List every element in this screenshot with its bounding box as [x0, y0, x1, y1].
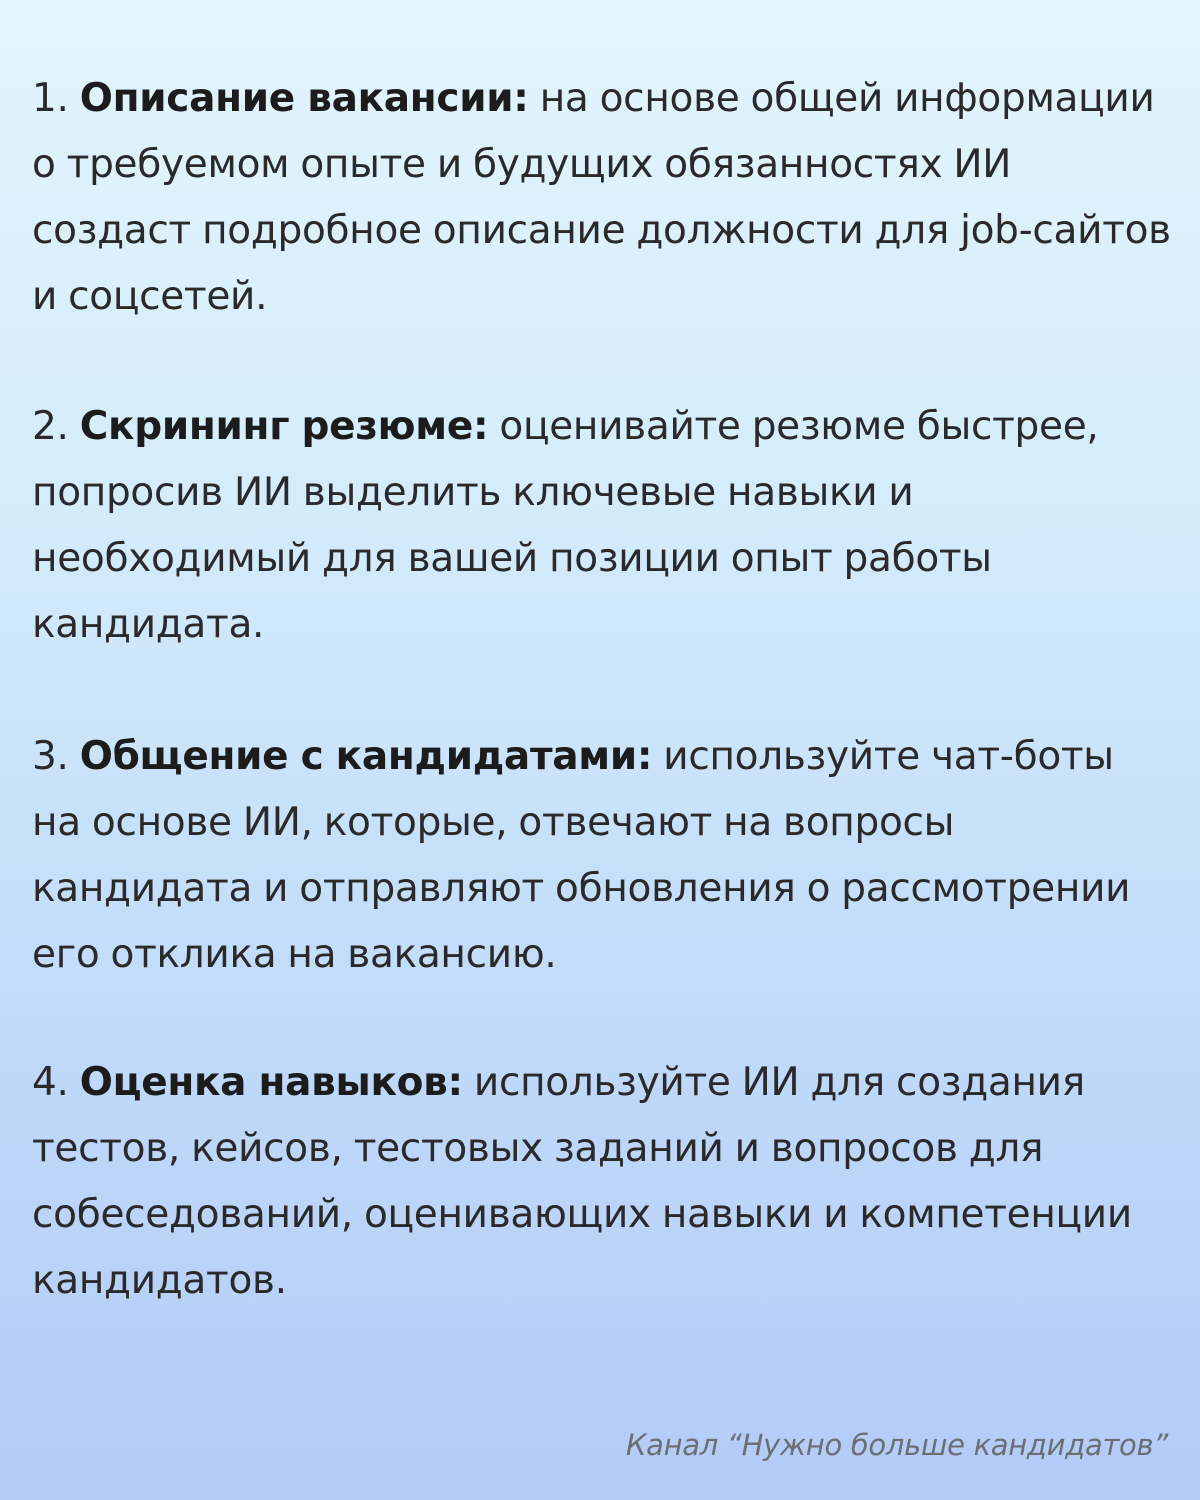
- tip-text: используйте ИИ для создания тестов, кейсов, тестовых заданий и вопросов для собеседований, оценивающих навыки и компетенции кандидатов.: [32, 1060, 1132, 1303]
- tip-number: 4.: [32, 1060, 69, 1105]
- tip-item-3: [32, 724, 1172, 988]
- tip-text: оценивайте резюме быстрее, попросив ИИ выделить ключевые навыки и необходимый для вашей позиции опыт работы кандидата.: [32, 404, 1099, 647]
- tip-item-1: [32, 66, 1172, 330]
- tips-list: [32, 66, 1172, 1380]
- tip-number: 1.: [32, 76, 69, 121]
- tip-item-2: [32, 394, 1172, 658]
- tip-number: 2.: [32, 404, 69, 449]
- tip-item-4: [32, 1050, 1172, 1314]
- tip-heading: Оценка навыков:: [79, 1060, 463, 1105]
- tip-text: на основе общей информации о требуемом опыте и будущих обязанностях ИИ создаст подробное описание должности для job-сайтов и соцсетей.: [32, 76, 1171, 319]
- tip-heading: Скрининг резюме:: [79, 404, 489, 449]
- channel-caption: Канал “Нужно больше кандидатов”: [625, 1428, 1168, 1462]
- tip-text: используйте чат-боты на основе ИИ, которые, отвечают на вопросы кандидата и отправляют обновления о рассмотрении его отклика на вакансию.: [32, 734, 1131, 977]
- tip-heading: Общение с кандидатами:: [79, 734, 653, 779]
- tip-number: 3.: [32, 734, 69, 779]
- tip-heading: Описание вакансии:: [79, 76, 529, 121]
